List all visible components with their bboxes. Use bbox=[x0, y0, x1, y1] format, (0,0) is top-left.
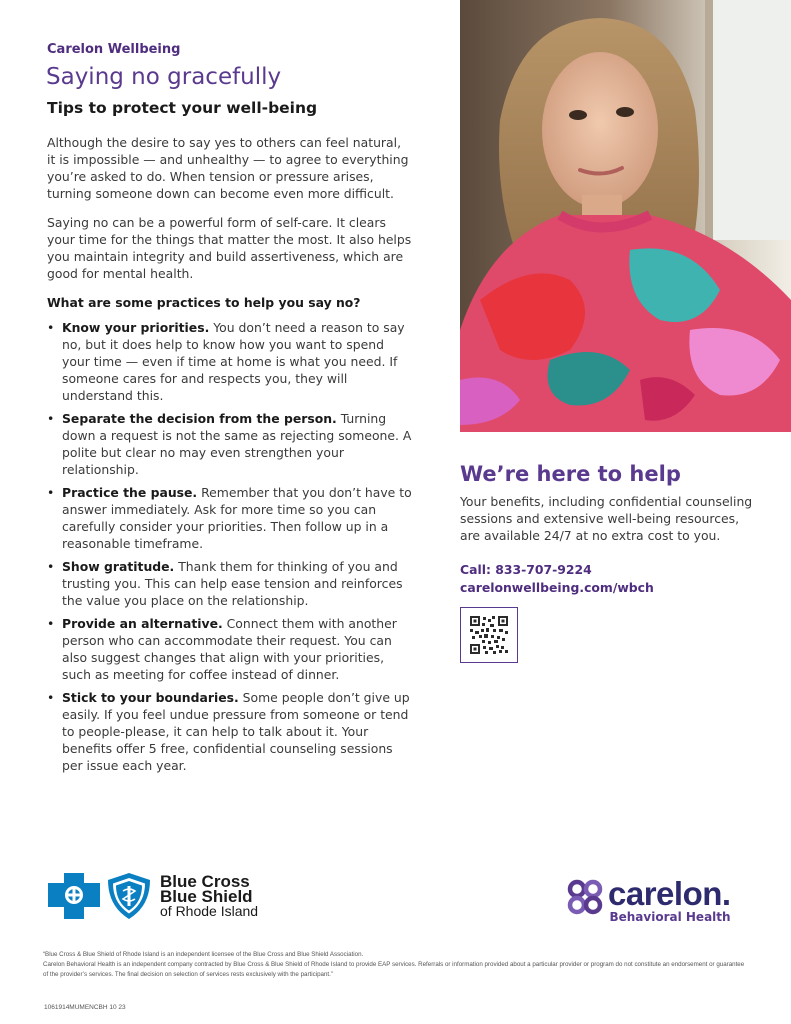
carelon-logo bbox=[566, 875, 731, 924]
qr-code[interactable] bbox=[460, 607, 518, 663]
carelon-wordmark bbox=[608, 875, 731, 924]
carelon-subtitle: Behavioral Health bbox=[609, 910, 731, 924]
tip-text: You don’t need a reason to say no, but it does help to know how you want to spend your time — even if time at home is what you need. If someone cares for and respects you, they will understand this. bbox=[62, 320, 405, 403]
tip-text: Connect them with another person who can accommodate their request. You can also suggest changes that align with your priorities, such as meeting for coffee instead of dinner. bbox=[62, 616, 397, 682]
bcbs-logo bbox=[48, 872, 258, 920]
woman-in-sweater-photo bbox=[460, 0, 791, 432]
selfcare-paragraph: Saying no can be a powerful form of self-care. It clears your time for the things that matter the most. It also helps you maintain integrity and build assertiveness, which are good for mental health. bbox=[47, 215, 412, 281]
legal-disclaimer bbox=[43, 950, 748, 980]
bullet-icon: • bbox=[47, 559, 55, 574]
help-title: We’re here to help bbox=[460, 462, 681, 486]
bcbs-line-1: Blue Cross bbox=[160, 871, 250, 891]
document-code: 1061914MUMENCBH 10 23 bbox=[44, 1004, 126, 1011]
page-subtitle: Tips to protect your well-being bbox=[47, 99, 318, 117]
tip-lead: Show gratitude. bbox=[62, 559, 175, 574]
carelon-name: carelon. bbox=[608, 875, 731, 912]
blue-shield-icon bbox=[106, 872, 152, 920]
website-link[interactable]: carelonwellbeing.com/wbch bbox=[460, 580, 654, 595]
tip-text: Some people don’t give up easily. If you feel undue pressure from someone or tend to people-please, it can help to talk about it. Your benefits offer 5 free, confidential counseling sessions per issue each year. bbox=[62, 690, 410, 773]
help-body: Your benefits, including confidential counseling sessions and extensive well-being resources, are available 24/7 at no extra cost to you. bbox=[460, 494, 753, 543]
tip-text: Turning down a request is not the same as rejecting someone. A polite but clear no may even strengthen your relationship. bbox=[62, 411, 412, 477]
tip-lead: Stick to your boundaries. bbox=[62, 690, 239, 705]
tip-lead: Separate the decision from the person. bbox=[62, 411, 337, 426]
bcbs-line-2: Blue Shield bbox=[160, 886, 253, 906]
tip-item bbox=[47, 319, 412, 404]
qr-code-icon bbox=[470, 616, 508, 654]
tip-text: Thank them for thinking of you and trusting you. This can help ease tension and reinforces the value you place on the relationship. bbox=[62, 559, 403, 608]
bullet-icon: • bbox=[47, 320, 55, 335]
practices-question: What are some practices to help you say no? bbox=[47, 295, 361, 310]
tip-item bbox=[47, 484, 412, 552]
tip-item bbox=[47, 615, 412, 683]
carelon-knot-icon bbox=[566, 878, 604, 916]
intro-paragraph: Although the desire to say yes to others can feel natural, it is impossible — and unhealthy — to agree to everything you’re asked to do. When tension or pressure arises, turning someone down can become even more difficult. bbox=[47, 135, 409, 201]
tip-lead: Know your priorities. bbox=[62, 320, 210, 335]
bcbs-wordmark bbox=[160, 871, 259, 919]
bullet-icon: • bbox=[47, 690, 55, 705]
tip-item bbox=[47, 558, 412, 609]
tip-item bbox=[47, 410, 412, 478]
bullet-icon: • bbox=[47, 411, 55, 426]
tip-text: Remember that you don’t have to answer immediately. Ask for more time so you can carefully consider your priorities. Then follow up in a reasonable timeframe. bbox=[62, 485, 412, 551]
disclaimer-line: “Blue Cross & Blue Shield of Rhode Island is an independent licensee of the Blue Cross and Blue Shield Association. bbox=[43, 951, 364, 958]
brand-label: Carelon Wellbeing bbox=[47, 42, 181, 57]
bcbs-line-3: of Rhode Island bbox=[160, 902, 259, 919]
tip-item bbox=[47, 689, 412, 774]
disclaimer-line: Carelon Behavioral Health is an independent company contracted by Blue Cross & Blue Shield of Rhode Island to provide EAP services. Referrals or information provided about a particular provider or program do not constitute an endorsement or guarantee of the provider’s services. The final decision on selection of services rests exclusively with the participant.” bbox=[43, 961, 745, 978]
tips-list bbox=[47, 319, 412, 780]
page-title: Saying no gracefully bbox=[46, 64, 282, 90]
blue-cross-icon bbox=[48, 873, 100, 919]
phone-link[interactable]: Call: 833-707-9224 bbox=[460, 562, 592, 577]
bullet-icon: • bbox=[47, 485, 55, 500]
tip-lead: Practice the pause. bbox=[62, 485, 198, 500]
tip-lead: Provide an alternative. bbox=[62, 616, 223, 631]
bullet-icon: • bbox=[47, 616, 55, 631]
